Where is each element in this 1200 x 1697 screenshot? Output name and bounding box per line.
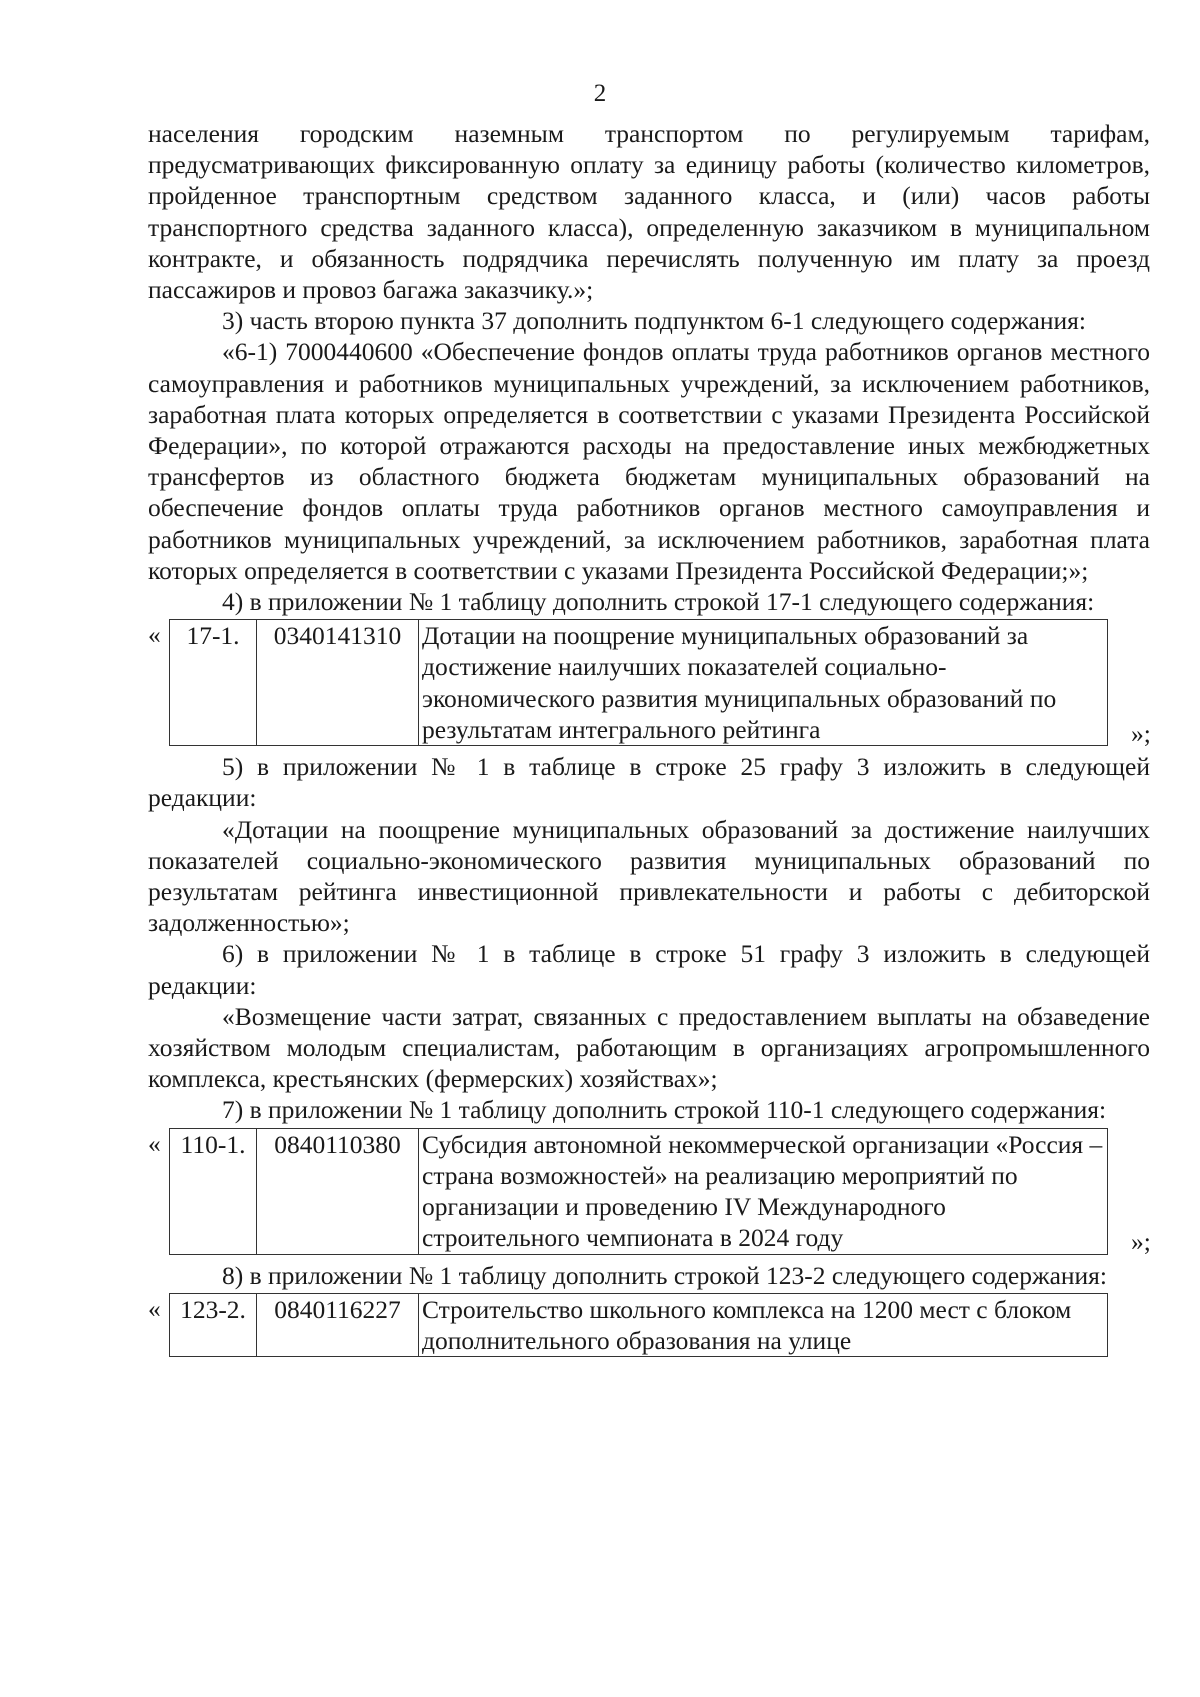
- paragraph-quote-row-51: «Возмещение части затрат, связанных с предоставлением выплаты на обзаведение хозяйством молодым специалистам, работающим в организациях агропромышленного комплекса, крестьянских (фермерских) хозяйствах»;: [148, 1001, 1150, 1094]
- row-code-cell: 0840116227: [257, 1293, 419, 1356]
- paragraph-item-8: 8) в приложении № 1 таблицу дополнить строкой 123-2 следующего содержания:: [222, 1260, 1107, 1290]
- paragraph-item-3: 3) часть второю пункта 37 дополнить подпунктом 6-1 следующего содержания:: [222, 306, 1086, 336]
- row-code-cell: 0840110380: [257, 1128, 419, 1254]
- paragraph-item-4: 4) в приложении № 1 таблицу дополнить строкой 17-1 следующего содержания:: [222, 587, 1095, 617]
- row-description-cell: Строительство школьного комплекса на 1200 мест с блоком дополнительного образования на улице: [419, 1293, 1108, 1356]
- paragraph-item-5: 5) в приложении № 1 в таблице в строке 25 графу 3 изложить в следующей редакции:: [148, 752, 1150, 813]
- table-row: [170, 1128, 1108, 1254]
- table-row: [170, 620, 1108, 746]
- paragraph-item-7: 7) в приложении № 1 таблицу дополнить строкой 110-1 следующего содержания:: [222, 1095, 1107, 1125]
- paragraph-subitem-6-1: «6-1) 7000440600 «Обеспечение фондов оплаты труда работников органов местного самоуправления и работников муниципальных учреждений, за исключением работников, заработная плата которых определяется в соответствии с указами Президента Российской Федерации», по которой отражаются расходы на предоставление иных межбюджетных трансфертов из областного бюджета бюджетам муниципальных образований на обеспечение фондов оплаты труда работников органов местного самоуправления и работников муниципальных учреждений, за исключением работников, заработная плата которых определяется в соответствии с указами Президента Российской Федерации;»;: [148, 337, 1150, 585]
- close-quote: »;: [1131, 1227, 1151, 1257]
- close-quote: »;: [1131, 719, 1151, 749]
- insert-row-17-1: [148, 617, 1150, 751]
- paragraph-quote-row-25: «Дотации на поощрение муниципальных образований за достижение наилучших показателей социально-экономического развития муниципальных образований по результатам рейтинга инвестиционной привлекательности и работы с дебиторской задолженностью»;: [148, 814, 1150, 938]
- insert-row-110-1: [148, 1126, 1150, 1260]
- open-quote: «: [148, 620, 161, 650]
- row-description-cell: Субсидия автономной некоммерческой организации «Россия – страна возможностей» на реализацию мероприятий по организации и проведению IV Международного строительного чемпионата в 2024 году: [419, 1128, 1108, 1254]
- paragraph-continuation: населения городским наземным транспортом по регулируемым тарифам, предусматривающих фиксированную оплату за единицу работы (количество километров, пройденное транспортным средством заданного класса, и (или) часов работы транспортного средства заданного класса), определенную заказчиком в муниципальном контракте, и обязанность подрядчика перечислять полученную им плату за проезд пассажиров и провоз багажа заказчику.»;: [148, 119, 1150, 305]
- table-row-17-1: [169, 619, 1108, 746]
- open-quote: «: [148, 1128, 161, 1158]
- table-row: [170, 1293, 1108, 1356]
- row-description-cell: Дотации на поощрение муниципальных образований за достижение наилучших показателей социально-экономического развития муниципальных образований по результатам интегрального рейтинга: [419, 620, 1108, 746]
- table-row-110-1: [169, 1128, 1108, 1255]
- row-code-cell: 0340141310: [257, 620, 419, 746]
- open-quote: «: [148, 1293, 161, 1323]
- page-number: 2: [593, 80, 607, 107]
- table-row-123-2: [169, 1293, 1108, 1357]
- insert-row-123-2: [148, 1291, 1150, 1393]
- row-number-cell: 123-2.: [170, 1293, 257, 1356]
- document-body: [148, 118, 1150, 1393]
- row-number-cell: 110-1.: [170, 1128, 257, 1254]
- paragraph-item-6: 6) в приложении № 1 в таблице в строке 51 графу 3 изложить в следующей редакции:: [148, 939, 1150, 1000]
- row-number-cell: 17-1.: [170, 620, 257, 746]
